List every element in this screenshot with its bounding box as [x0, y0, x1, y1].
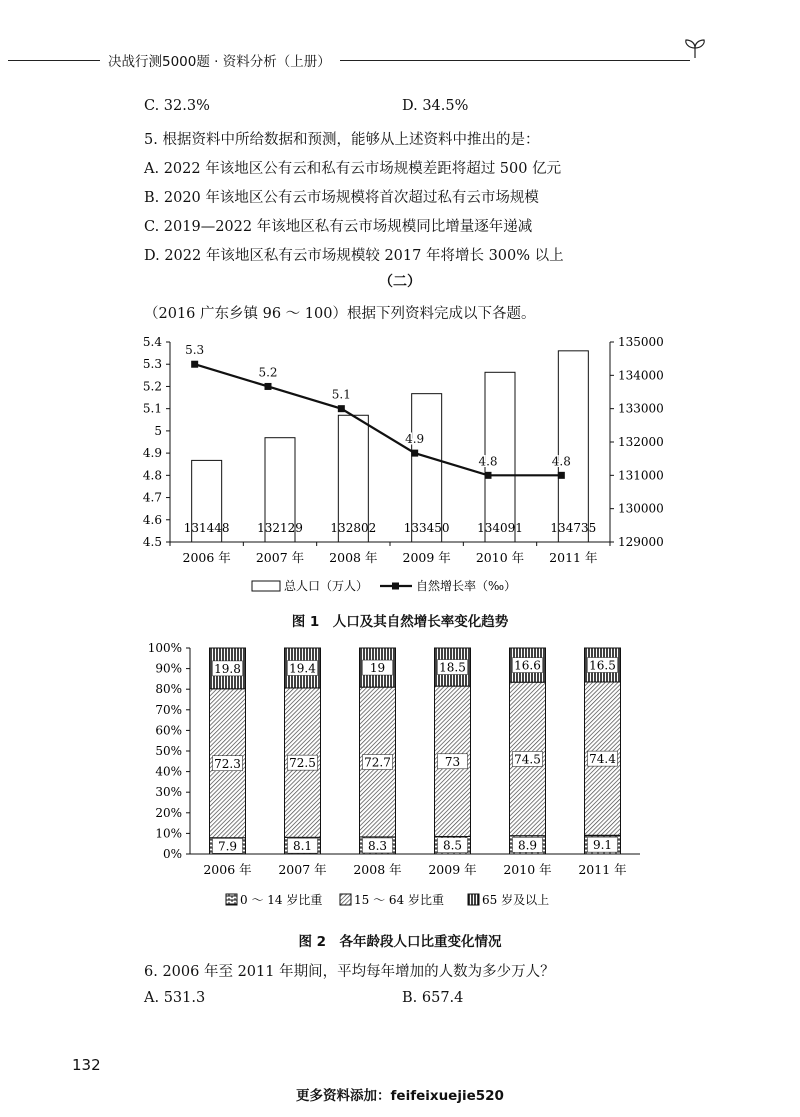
population-bar: [558, 351, 588, 542]
figure-2-caption: 图 2 各年龄段人口比重变化情况: [298, 934, 502, 950]
growth-rate-point: [265, 383, 272, 390]
y-tick-label: 100%: [147, 641, 182, 655]
y-tick-label: 60%: [155, 723, 182, 738]
y-tick-label: 40%: [155, 764, 182, 779]
q4-option-c: C. 32.3%: [144, 98, 210, 114]
population-bar-label: 134091: [477, 521, 523, 535]
growth-rate-label: 4.9: [405, 432, 425, 447]
q5-option-a: A. 2022 年该地区公有云和私有云市场规模差距将超过 500 亿元: [144, 161, 562, 177]
growth-rate-label: 4.8: [551, 454, 571, 469]
x-tick-label: 2007 年: [255, 550, 305, 565]
q4-option-d: D. 34.5%: [402, 98, 469, 114]
growth-rate-point: [485, 472, 492, 479]
segment-label: 19.4: [289, 661, 316, 676]
q6-option-b: B. 657.4: [402, 990, 464, 1006]
legend-swatch: [226, 894, 237, 905]
right-tick-label: 130000: [618, 501, 664, 516]
y-tick-label: 80%: [155, 682, 182, 697]
segment-label: 19: [369, 661, 386, 676]
running-header: [0, 46, 800, 76]
legend-label: 15 ～ 64 岁比重: [354, 893, 444, 907]
left-tick-label: 5.1: [142, 401, 162, 416]
legend-label: 65 岁及以上: [482, 893, 550, 907]
sprout-icon: [682, 38, 708, 60]
segment-label: 19.8: [214, 661, 241, 676]
legend-line-label: 自然增长率（‰）: [416, 579, 517, 593]
left-tick-label: 4.9: [142, 446, 162, 461]
segment-label: 8.9: [517, 838, 538, 853]
y-tick-label: 10%: [155, 826, 182, 841]
legend-line-marker: [392, 583, 399, 590]
section-intro: （2016 广东乡镇 96 ～ 100）根据下列资料完成以下各题。: [144, 306, 536, 322]
section-title: （二）: [379, 274, 421, 290]
segment-label: 8.5: [442, 838, 463, 853]
segment-label: 72.7: [364, 755, 391, 770]
growth-rate-point: [338, 405, 345, 412]
x-tick-label: 2006 年: [203, 862, 252, 877]
book-title: 决战行测5000题 · 资料分析（上册）: [108, 54, 331, 70]
q6-stem: 6. 2006 年至 2011 年期间，平均每年增加的人数为多少万人？: [144, 964, 555, 980]
legend-swatch: [468, 894, 479, 905]
growth-rate-point: [191, 361, 198, 368]
population-chart: [0, 330, 800, 610]
header-rule-left: [8, 60, 100, 61]
segment-label: 8.1: [292, 839, 313, 854]
x-tick-label: 2006 年: [182, 550, 231, 565]
right-tick-label: 135000: [618, 335, 664, 349]
x-tick-label: 2009 年: [402, 550, 451, 565]
y-tick-label: 20%: [155, 805, 182, 820]
segment-label: 18.5: [439, 660, 466, 675]
legend-label: 0 ～ 14 岁比重: [240, 893, 323, 907]
right-tick-label: 133000: [618, 401, 664, 416]
left-tick-label: 4.8: [142, 468, 162, 483]
legend-bar-label: 总人口（万人）: [284, 579, 369, 593]
segment-label: 74.4: [589, 752, 616, 767]
right-tick-label: 134000: [618, 368, 664, 383]
segment-label: 9.1: [592, 838, 613, 853]
q5-option-b: B. 2020 年该地区公有云市场规模将首次超过私有云市场规模: [144, 190, 539, 206]
growth-rate-label: 4.8: [478, 454, 498, 469]
growth-rate-label: 5.3: [185, 343, 205, 358]
x-tick-label: 2010 年: [503, 862, 552, 877]
x-tick-label: 2010 年: [475, 550, 525, 565]
population-bar-label: 134735: [550, 521, 597, 535]
left-tick-label: 5.3: [142, 357, 162, 372]
left-tick-label: 5.2: [142, 379, 162, 394]
header-rule-right: [340, 60, 690, 61]
age-structure-chart: [0, 638, 800, 928]
segment-label: 16.5: [589, 658, 616, 673]
left-tick-label: 4.6: [142, 512, 162, 527]
y-tick-label: 70%: [155, 702, 182, 717]
segment-label: 74.5: [514, 752, 541, 767]
y-tick-label: 0%: [162, 847, 182, 861]
page-number: 132: [72, 1056, 101, 1074]
left-tick-label: 4.5: [142, 535, 162, 549]
population-bar-label: 131448: [183, 521, 230, 535]
segment-label: 7.9: [217, 839, 238, 854]
q5-stem: 5. 根据资料中所给数据和预测，能够从上述资料中推出的是：: [144, 132, 540, 148]
growth-rate-point: [411, 450, 418, 457]
left-tick-label: 4.7: [142, 490, 162, 505]
y-tick-label: 30%: [155, 785, 182, 800]
growth-rate-label: 5.2: [258, 365, 278, 380]
x-tick-label: 2007 年: [278, 862, 327, 877]
segment-label: 8.3: [367, 838, 388, 853]
segment-label: 73: [444, 754, 461, 769]
right-tick-label: 131000: [618, 468, 664, 483]
population-bar-label: 132802: [330, 521, 377, 535]
y-tick-label: 50%: [155, 744, 182, 758]
population-bar: [412, 394, 442, 542]
x-tick-label: 2008 年: [353, 862, 402, 877]
segment-label: 72.5: [289, 756, 316, 771]
legend-swatch: [340, 894, 351, 905]
growth-rate-label: 5.1: [331, 387, 351, 402]
right-tick-label: 129000: [618, 535, 664, 549]
figure-1-caption: 图 1 人口及其自然增长率变化趋势: [291, 614, 509, 630]
segment-label: 72.3: [214, 756, 241, 771]
left-tick-label: 5: [154, 423, 162, 438]
q5-option-d: D. 2022 年该地区私有云市场规模较 2017 年将增长 300% 以上: [144, 248, 564, 264]
segment-label: 16.6: [514, 658, 541, 673]
x-tick-label: 2009 年: [428, 862, 477, 877]
legend-bar-swatch: [252, 581, 280, 591]
q6-option-a: A. 531.3: [144, 990, 206, 1006]
q5-option-c: C. 2019—2022 年该地区私有云市场规模同比增量逐年递减: [144, 219, 533, 235]
left-tick-label: 5.4: [142, 335, 162, 349]
x-tick-label: 2008 年: [329, 550, 378, 565]
growth-rate-point: [558, 472, 565, 479]
population-bar-label: 133450: [403, 521, 450, 535]
right-tick-label: 132000: [618, 435, 664, 449]
y-tick-label: 90%: [155, 661, 182, 676]
footer-note: 更多资料添加：feifeixuejie520: [296, 1088, 504, 1104]
x-tick-label: 2011 年: [578, 862, 627, 877]
population-bar-label: 132129: [257, 521, 303, 535]
x-tick-label: 2011 年: [549, 550, 598, 565]
